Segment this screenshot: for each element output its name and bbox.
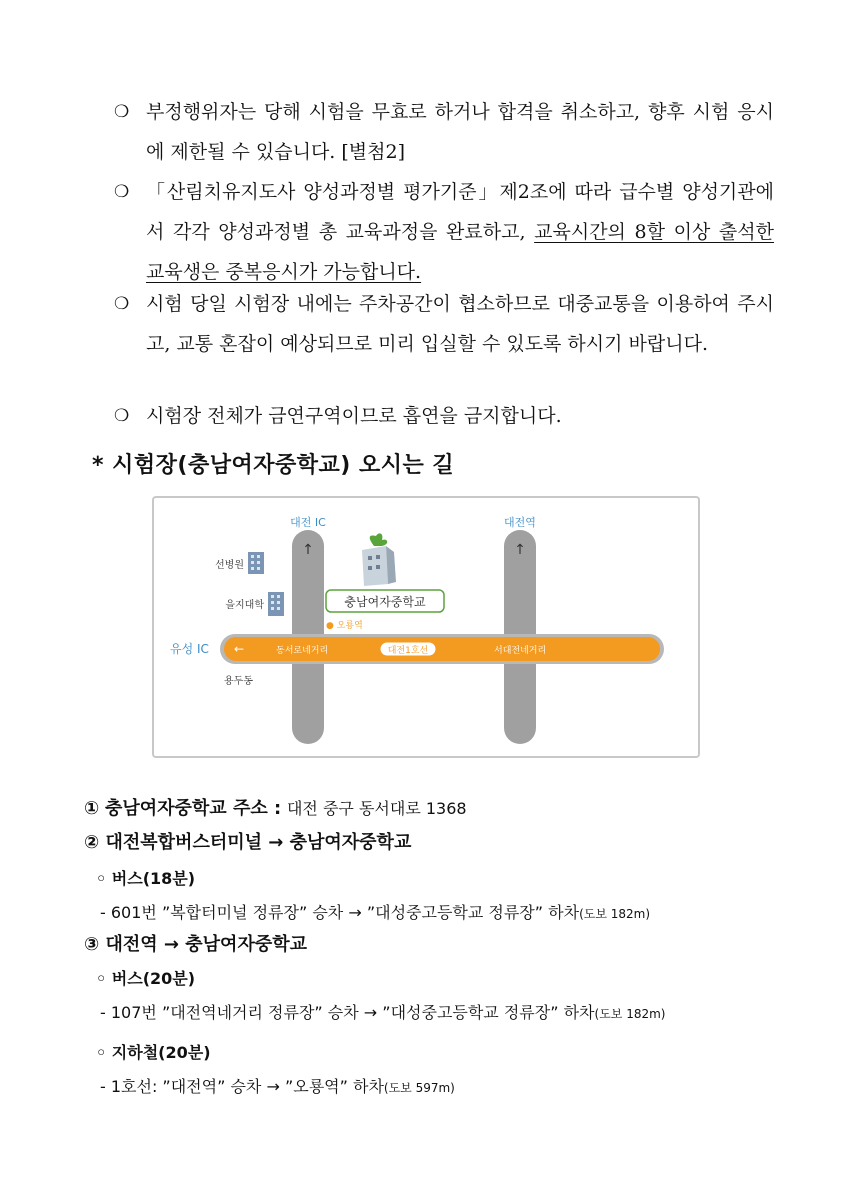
- map-svg: [154, 498, 698, 756]
- route-detail: [100, 1074, 455, 1097]
- label-line1: 대전1호선: [387, 646, 429, 656]
- section-heading: * 시험장(충남여자중학교) 오시는 길: [92, 453, 455, 478]
- route-detail: [100, 1000, 665, 1023]
- building-icon: [268, 592, 284, 616]
- label-seodaejeon: 서대전네거리: [494, 646, 547, 656]
- circle-bullet-icon: ❍: [114, 182, 130, 202]
- circle-bullet-icon: ❍: [114, 102, 130, 122]
- label-eulji-univ: 을지대학: [225, 600, 264, 611]
- walk-distance: (도보 182m): [579, 907, 651, 921]
- notice-item: [114, 172, 774, 292]
- circle-bullet-icon: ❍: [114, 294, 130, 314]
- address-line: [84, 794, 467, 820]
- route-mode-title: ◦ 지하철(20분): [96, 1043, 211, 1062]
- route-detail-text: - 601번 ”복합터미널 정류장” 승차 → ”대성중고등학교 정류장” 하차: [100, 903, 580, 922]
- walk-distance: (도보 182m): [594, 1007, 666, 1021]
- route-title: ② 대전복합버스터미널 → 충남여자중학교: [84, 832, 412, 853]
- route-mode-title: ◦ 버스(18분): [96, 869, 196, 888]
- directions-map: [152, 496, 700, 758]
- route-detail-text: - 107번 ”대전역네거리 정류장” 승차 → ”대성중고등학교 정류장” 하차: [100, 1003, 595, 1022]
- route-detail-text: - 1호선: ”대전역” 승차 → ”오룡역” 하차: [100, 1077, 384, 1096]
- route-mode-title: ◦ 버스(20분): [96, 969, 196, 988]
- notice-text: [146, 172, 774, 292]
- label-daejeon-station: 대전역: [504, 516, 536, 529]
- notice-text-underlined: 교육시간의 8할 이상 출석한 교육생은 중복응시가 가능합니다.: [146, 221, 774, 283]
- label-oryong-station: ● 오룡역: [326, 621, 363, 631]
- circle-bullet-icon: ❍: [114, 406, 130, 426]
- notice-text: 부정행위자는 당해 시험을 무효로 하거나 합격을 취소하고, 향후 시험 응시에 제한될 수 있습니다. [별첨2]: [146, 101, 774, 163]
- arrow-up-icon: ↑: [514, 542, 526, 558]
- route-title: ③ 대전역 → 충남여자중학교: [84, 934, 308, 955]
- label-yuseong-ic: 유성 IC: [170, 642, 209, 656]
- label-school: 충남여자중학교: [344, 595, 426, 609]
- label-seon-hospital: 선병원: [215, 560, 244, 571]
- arrow-up-icon: ↑: [302, 542, 314, 558]
- notice-text: 시험 당일 시험장 내에는 주차공간이 협소하므로 대중교통을 이용하여 주시고, 교통 혼잡이 예상되므로 미리 입실할 수 있도록 하시기 바랍니다.: [146, 293, 774, 355]
- label-daejeon-ic: 대전 IC: [290, 516, 326, 529]
- route-detail: [100, 900, 650, 923]
- notice-text: 시험장 전체가 금연구역이므로 흡연을 금지합니다.: [146, 405, 562, 427]
- notice-item: [114, 396, 774, 436]
- label-yongdu: 용두동: [224, 676, 253, 687]
- notice-item: [114, 92, 774, 172]
- address-label: 충남여자중학교 주소 :: [104, 798, 282, 819]
- notice-item: [114, 284, 774, 364]
- address-num: ①: [84, 798, 100, 819]
- notice-text-plain: 「산림치유지도사 양성과정별 평가기준」제2조에 따라 급수별 양성기관에서 각각 양성과정별 총 교육과정을 완료하고,: [146, 181, 774, 243]
- school-building-icon: [362, 533, 396, 586]
- walk-distance: (도보 597m): [383, 1081, 455, 1095]
- arrow-left-icon: ←: [234, 642, 245, 656]
- address-value: 대전 중구 동서대로 1368: [286, 799, 467, 818]
- building-icon: [248, 552, 264, 574]
- label-dongseoro: 동서로네거리: [276, 646, 329, 656]
